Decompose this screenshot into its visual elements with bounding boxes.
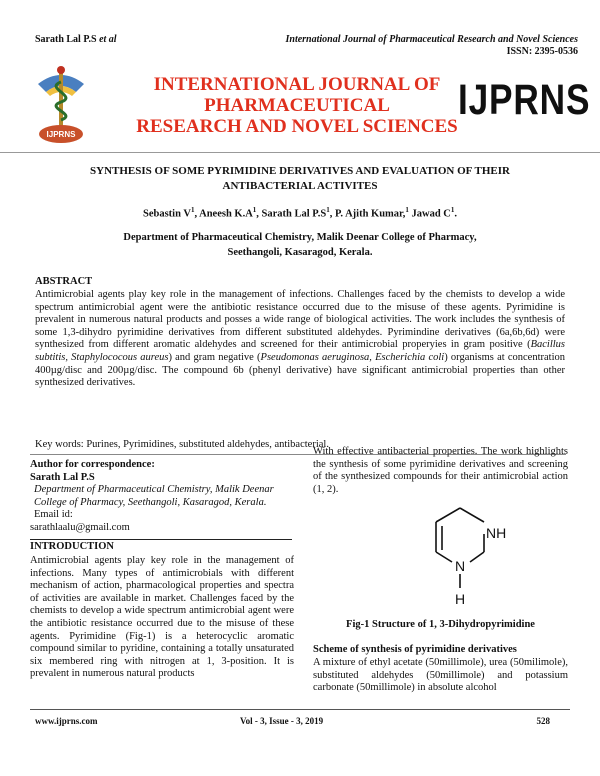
author-affiliation-mark: 1 bbox=[405, 206, 409, 214]
masthead-divider bbox=[0, 152, 600, 153]
footer-rule bbox=[30, 709, 570, 710]
author-affiliation-mark: 1 bbox=[326, 206, 330, 214]
author-affiliation-mark: 1 bbox=[450, 206, 455, 214]
footer-website: www.ijprns.com bbox=[35, 716, 98, 726]
pyrimidine-structure bbox=[400, 500, 550, 612]
author-name: Sebastin V bbox=[142, 208, 191, 220]
correspondence-address: Department of Pharmaceutical Chemistry, Malik Deenar College of Pharmacy, Seethangoli, Kasaragod, Kerala. bbox=[34, 484, 274, 508]
author-name: Jawad C bbox=[411, 208, 451, 220]
scheme-heading: Scheme of synthesis of pyrimidine derivatives bbox=[313, 644, 517, 655]
paper-title: SYNTHESIS OF SOME PYRIMIDINE DERIVATIVES AND EVALUATION OF THEIR ANTIBACTERIAL ACTIVITES bbox=[90, 165, 510, 192]
correspondence-name: Sarath Lal P.S bbox=[30, 471, 95, 483]
journal-brand-mark: IJPRNS bbox=[458, 76, 591, 124]
right-column-paragraph: With effective antibacterial properties. The work highlights the synthesis of some pyrimidine derivatives and screening of the synthesized compounds for their antimicrobial action (1, 2). bbox=[313, 446, 568, 495]
svg-text:N: N bbox=[455, 558, 466, 574]
abstract-text: Antimicrobial agents play key role in the management of infections. Challenges faced by the chemists to develop a wide spectrum antimicrobial agent were the antibiotic resistance occurred due to the misuse of these agents. Pyrimidine is prevalent in numerous natural products and posses a wide range of biological activities. The work includes the synthesis of some 1,3-dihydro pyrimidine derivatives from different substituted aldehydes. Pyrimindine derivatives (6a,6b,6d) were synthesized from different aromatic aldehydes and screened for their antimicrobial properyies in gram positive (Bacillus subtitis, Staphylococous aureus) and gram negative (Pseudomonas aeruginosa, Escherichia coli) organisms at concentration 400µg/disc and 200µg/disc. The compound 6b (phenyl derivative) have significant antimicrobial properties than other synthesized derivatives. bbox=[35, 289, 565, 389]
abstract-heading: ABSTRACT bbox=[35, 276, 93, 287]
scheme-text: A mixture of ethyl acetate (50millimole), urea (50milimole), substituted aldehydes (50millimole) and potassium carbonate (50millimole) in absolute alcohol bbox=[313, 657, 568, 694]
affiliation: Department of Pharmaceutical Chemistry, Malik Deenar College of Pharmacy, Seethangoli, Kasaragod, Kerala. bbox=[123, 232, 477, 258]
author-affiliation-mark: 1 bbox=[252, 206, 257, 214]
journal-title: INTERNATIONAL JOURNAL OF PHARMACEUTICAL RESEARCH AND NOVEL SCIENCES bbox=[136, 74, 458, 137]
correspondence-heading: Author for correspondence: bbox=[30, 459, 155, 470]
issn: ISSN: 2395-0536 bbox=[506, 46, 578, 57]
author-name: P. Ajith Kumar, bbox=[334, 208, 406, 220]
introduction-text: Antimicrobial agents play key role in the management of infections. Many types of antimicrobials with different mechanism of action, pharmacological properties and spectra of activities are available in market. Challenges faced by the chemists to develop a wide spectrum antimicrobial agent were the antibiotic resistance occurred due to the misuse of these agents. Pyrimidine (Fig-1) is a heterocyclic aromatic compound similar to pyridine, containing a totally unsaturated six membered ring with nitrogen at 1, 3-position. It is prevalent in numerous natural products bbox=[30, 555, 294, 680]
journal-logo bbox=[32, 62, 90, 148]
svg-text:NH: NH bbox=[486, 525, 507, 541]
svg-text:IJPRNS: IJPRNS bbox=[46, 130, 76, 139]
correspondence-block: Author for correspondence: Sarath Lal P.S Department of Pharmaceutical Chemistry, Malik Deenar College of Pharmacy, Seethangoli, Kasaragod, Kerala. Email id: sarathlaalu@gmail.com bbox=[30, 459, 292, 535]
figure-caption: Fig-1 Structure of 1, 3-Dihydropyrimidine bbox=[346, 619, 535, 630]
keywords: Key words: Purines, Pyrimidines, substituted aldehydes, antibacterial. bbox=[35, 439, 329, 450]
running-header-journal: International Journal of Pharmaceutical Research and Novel Sciences bbox=[285, 34, 578, 45]
author-name: Sarath Lal P.S bbox=[261, 208, 327, 220]
author-list: Sebastin $V^1$, Aneesh $K.A^1$, Sarath Lal $P.S^1$, P. Ajith Kumar,$^1$ Jawad $C^1$. bbox=[142, 206, 457, 220]
footer-volume: Vol - 3, Issue - 3, 2019 bbox=[240, 716, 324, 726]
running-header-author: Sarath Lal P.S et al bbox=[35, 34, 117, 45]
introduction-heading: INTRODUCTION bbox=[30, 541, 115, 552]
author-affiliation-mark: 1 bbox=[190, 206, 195, 214]
page-number: 528 bbox=[536, 716, 550, 726]
author-name: Aneesh K.A bbox=[199, 208, 253, 220]
introduction-rule bbox=[30, 539, 292, 540]
correspondence-email: sarathlaalu@gmail.com bbox=[30, 521, 130, 533]
svg-text:H: H bbox=[455, 591, 466, 607]
